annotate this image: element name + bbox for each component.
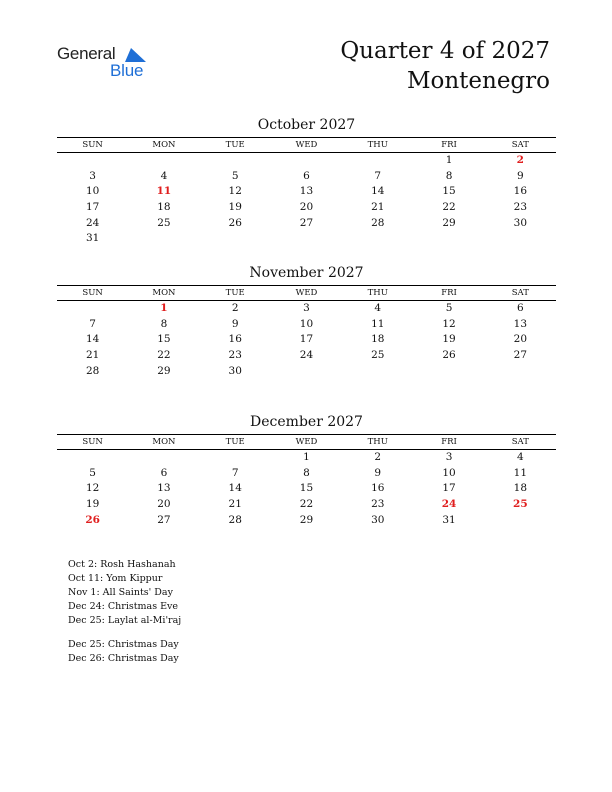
day-cell: 4 — [160, 169, 168, 182]
weekday-label: MON — [152, 140, 176, 150]
holiday-note: Oct 11: Yom Kippur — [68, 573, 163, 584]
day-cell: 13 — [513, 317, 528, 330]
month-november — [57, 263, 556, 379]
holiday-day-cell: 11 — [156, 185, 172, 198]
day-cell: 13 — [157, 482, 171, 495]
day-cell: 28 — [228, 513, 242, 526]
holiday-notes-group-2 — [68, 638, 181, 666]
weekday-label: THU — [367, 288, 388, 298]
day-cell: 19 — [442, 333, 456, 346]
day-cell: 16 — [371, 482, 385, 495]
weekday-label: SUN — [82, 288, 103, 298]
day-cell: 15 — [157, 333, 171, 346]
empty-day-cell — [342, 364, 413, 380]
day-cell: 2 — [374, 451, 382, 463]
weekday-header — [57, 137, 556, 153]
day-cell: 27 — [513, 349, 528, 362]
weekday-label: WED — [295, 140, 318, 150]
month-title: November 2027 — [249, 265, 364, 281]
day-cell: 1 — [445, 154, 453, 166]
day-cell: 20 — [513, 333, 528, 346]
empty-day-cell — [200, 450, 271, 466]
day-cell: 4 — [374, 302, 382, 314]
day-cell: 7 — [89, 317, 96, 330]
holiday-day-cell: 2 — [516, 154, 524, 166]
weekday-label: SAT — [511, 140, 529, 150]
day-cell: 29 — [299, 513, 314, 526]
empty-day-cell — [342, 153, 413, 169]
day-cell: 31 — [442, 513, 456, 526]
empty-day-cell — [128, 153, 199, 169]
day-cell: 26 — [228, 216, 242, 229]
logo-general-text: General — [57, 44, 116, 63]
empty-day-cell — [485, 231, 556, 247]
holiday-note: Nov 1: All Saints' Day — [68, 587, 173, 598]
empty-day-cell — [271, 231, 342, 247]
day-cell: 26 — [442, 349, 456, 362]
weekday-label: WED — [295, 288, 318, 298]
day-cell: 27 — [299, 216, 314, 229]
weekday-label: SAT — [511, 437, 529, 447]
empty-day-cell — [57, 450, 128, 466]
day-cell: 29 — [442, 216, 456, 229]
day-cell: 5 — [231, 169, 239, 182]
day-cell: 25 — [371, 349, 385, 362]
logo — [57, 44, 157, 84]
week-row — [57, 184, 556, 200]
day-cell: 5 — [89, 466, 96, 479]
weekday-label: FRI — [441, 437, 457, 447]
empty-day-cell — [271, 364, 342, 380]
month-december — [57, 412, 556, 528]
day-cell: 30 — [513, 216, 528, 229]
day-cell: 1 — [303, 451, 310, 463]
weekday-label: MON — [152, 288, 176, 298]
day-cell: 6 — [303, 169, 310, 182]
holiday-day-cell: 26 — [85, 513, 100, 526]
week-row — [57, 450, 556, 466]
day-cell: 23 — [513, 201, 528, 214]
holiday-note: Dec 25: Laylat al-Mi'raj — [68, 615, 182, 626]
logo-blue-text: Blue — [110, 61, 144, 80]
week-row — [57, 348, 556, 364]
day-cell: 11 — [513, 466, 528, 479]
day-cell: 14 — [228, 482, 242, 495]
day-cell: 9 — [231, 317, 239, 330]
page-title — [340, 36, 550, 96]
month-title: December 2027 — [250, 414, 363, 430]
day-cell: 23 — [228, 349, 242, 362]
weekday-label: SUN — [82, 140, 103, 150]
week-row — [57, 497, 556, 513]
weekday-label: THU — [367, 437, 388, 447]
day-cell: 12 — [442, 317, 456, 330]
holiday-notes-group-1 — [68, 558, 181, 628]
day-cell: 9 — [516, 169, 524, 182]
empty-day-cell — [57, 153, 128, 169]
empty-day-cell — [271, 153, 342, 169]
day-cell: 10 — [299, 317, 314, 330]
day-cell: 5 — [445, 302, 453, 314]
weekday-header — [57, 285, 556, 301]
holiday-note: Dec 25: Christmas Day — [68, 639, 179, 650]
day-cell: 25 — [157, 216, 171, 229]
week-row — [57, 481, 556, 497]
week-row — [57, 317, 556, 333]
day-cell: 2 — [231, 302, 239, 314]
day-cell: 17 — [299, 333, 314, 346]
day-cell: 17 — [85, 201, 100, 214]
day-cell: 3 — [303, 302, 310, 314]
weekday-label: SUN — [82, 437, 103, 447]
empty-day-cell — [485, 513, 556, 529]
empty-day-cell — [413, 364, 484, 380]
week-row — [57, 216, 556, 232]
day-cell: 8 — [445, 169, 453, 182]
day-cell: 20 — [299, 201, 314, 214]
day-cell: 28 — [371, 216, 385, 229]
weekday-header — [57, 434, 556, 450]
day-cell: 14 — [85, 333, 100, 346]
day-cell: 16 — [513, 185, 528, 198]
holiday-notes — [68, 558, 181, 666]
day-cell: 30 — [228, 364, 242, 377]
week-row — [57, 466, 556, 482]
notes-spacer — [68, 628, 181, 638]
week-row — [57, 153, 556, 169]
empty-day-cell — [128, 231, 199, 247]
weekday-label: TUE — [225, 288, 245, 298]
day-cell: 19 — [85, 498, 100, 511]
day-cell: 18 — [371, 333, 385, 346]
day-cell: 22 — [442, 201, 456, 214]
week-row — [57, 513, 556, 529]
day-cell: 6 — [516, 302, 524, 314]
day-cell: 12 — [85, 482, 100, 495]
week-row — [57, 332, 556, 348]
holiday-note: Dec 24: Christmas Eve — [68, 601, 179, 612]
day-cell: 18 — [513, 482, 528, 495]
holiday-day-cell: 1 — [160, 302, 168, 314]
day-cell: 22 — [299, 498, 314, 511]
month-title: October 2027 — [257, 117, 356, 133]
empty-day-cell — [413, 231, 484, 247]
empty-day-cell — [342, 231, 413, 247]
empty-day-cell — [200, 231, 271, 247]
day-cell: 31 — [85, 232, 100, 245]
day-cell: 3 — [445, 451, 453, 463]
day-cell: 7 — [374, 169, 382, 182]
day-cell: 30 — [371, 513, 385, 526]
day-cell: 21 — [371, 201, 385, 214]
title-quarter: Quarter 4 of 2027 — [340, 38, 550, 64]
day-cell: 29 — [157, 364, 171, 377]
week-row — [57, 364, 556, 380]
day-cell: 27 — [157, 513, 171, 526]
day-cell: 17 — [442, 482, 456, 495]
day-cell: 14 — [371, 185, 385, 198]
day-cell: 19 — [228, 201, 242, 214]
week-row — [57, 200, 556, 216]
holiday-note: Dec 26: Christmas Day — [68, 653, 179, 664]
day-cell: 8 — [160, 317, 168, 330]
day-cell: 9 — [374, 466, 382, 479]
empty-day-cell — [200, 153, 271, 169]
day-cell: 11 — [371, 317, 385, 330]
empty-day-cell — [485, 364, 556, 380]
week-row — [57, 301, 556, 317]
day-cell: 8 — [303, 466, 310, 479]
weekday-label: TUE — [225, 437, 245, 447]
holiday-day-cell: 25 — [513, 498, 528, 511]
day-cell: 20 — [157, 498, 171, 511]
month-october — [57, 115, 556, 247]
day-cell: 18 — [157, 201, 171, 214]
day-cell: 3 — [89, 169, 96, 182]
weekday-label: WED — [295, 437, 318, 447]
day-cell: 10 — [442, 466, 456, 479]
title-country: Montenegro — [406, 68, 550, 94]
holiday-day-cell: 24 — [441, 498, 457, 511]
day-cell: 7 — [231, 466, 239, 479]
weekday-label: THU — [367, 140, 388, 150]
day-cell: 10 — [85, 185, 100, 198]
holiday-note: Oct 2: Rosh Hashanah — [68, 559, 176, 570]
day-cell: 23 — [371, 498, 385, 511]
day-cell: 4 — [516, 451, 524, 463]
day-cell: 24 — [85, 216, 100, 229]
day-cell: 6 — [160, 466, 168, 479]
weekday-label: FRI — [441, 288, 457, 298]
weekday-label: TUE — [225, 140, 245, 150]
empty-day-cell — [128, 450, 199, 466]
day-cell: 13 — [299, 185, 314, 198]
day-cell: 12 — [228, 185, 242, 198]
day-cell: 21 — [85, 349, 100, 362]
day-cell: 16 — [228, 333, 242, 346]
day-cell: 28 — [85, 364, 100, 377]
day-cell: 21 — [228, 498, 242, 511]
day-cell: 24 — [299, 349, 314, 362]
empty-day-cell — [57, 301, 128, 317]
weekday-label: SAT — [511, 288, 529, 298]
day-cell: 22 — [157, 349, 171, 362]
weekday-label: MON — [152, 437, 176, 447]
week-row — [57, 231, 556, 247]
week-row — [57, 169, 556, 185]
day-cell: 15 — [442, 185, 456, 198]
day-cell: 15 — [299, 482, 314, 495]
weekday-label: FRI — [441, 140, 457, 150]
